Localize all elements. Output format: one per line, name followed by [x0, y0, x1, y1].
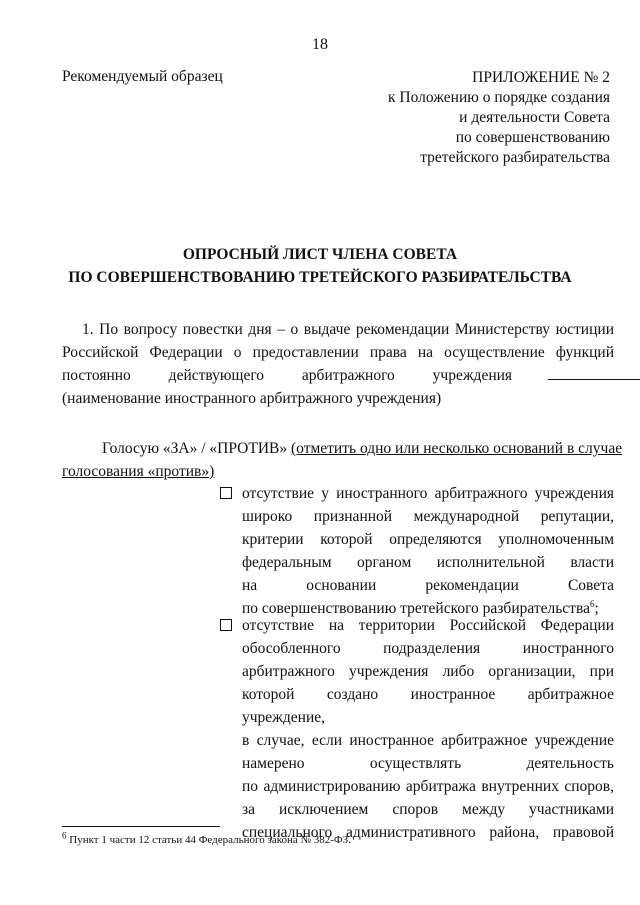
- footnote: [62, 830, 351, 846]
- document-title: [0, 243, 640, 289]
- option-line: за исключением споров между участниками: [242, 801, 614, 818]
- page-number: 18: [312, 36, 328, 53]
- footnote-divider: [62, 826, 220, 827]
- appendix-line: и деятельности Совета: [459, 109, 610, 126]
- paragraph-text: постоянно действующего арбитражного учреждения: [62, 367, 513, 384]
- vote-instruction: (отметить одно или несколько оснований в случае: [290, 440, 623, 457]
- option-checkbox[interactable]: [220, 487, 232, 499]
- option-line: на основании рекомендации Совета: [242, 577, 614, 594]
- institution-name-blank[interactable]: [548, 364, 640, 380]
- title-line: ПО СОВЕРШЕНСТВОВАНИЮ ТРЕТЕЙСКОГО РАЗБИРАТЕЛЬСТВА: [68, 269, 572, 286]
- option-line: по совершенствованию третейского разбирательства: [242, 600, 590, 617]
- option-line: федеральным органом исполнительной власти: [242, 554, 614, 571]
- appendix-line: ПРИЛОЖЕНИЕ № 2: [472, 69, 610, 86]
- option-line: обособленного подразделения иностранного: [242, 640, 614, 657]
- option-no-reputation: [220, 482, 614, 620]
- option-end: ;: [594, 600, 599, 617]
- footnote-number: 6: [62, 830, 67, 841]
- appendix-line: по совершенствованию: [455, 129, 610, 146]
- vote-instruction-continued: голосования «против»): [62, 463, 215, 480]
- option-line: специального административного района, правовой: [242, 824, 614, 841]
- appendix-line: третейского разбирательства: [420, 149, 610, 166]
- vote-label: Голосую «ЗА» / «ПРОТИВ»: [102, 440, 291, 457]
- vote-line: [62, 437, 623, 483]
- option-line: по администрированию арбитража внутренних споров,: [242, 778, 614, 795]
- option-line: которой создано иностранное арбитражное учреждение,: [242, 686, 614, 726]
- option-line: арбитражного учреждения либо организации, при: [242, 663, 614, 680]
- option-line: широко признанной международной репутации,: [242, 508, 614, 525]
- footnote-reference: 6: [589, 598, 595, 609]
- sample-label: Рекомендуемый образец: [62, 68, 223, 85]
- option-no-branch: [220, 614, 614, 844]
- footnote-text: Пункт 1 части 12 статьи 44 Федерального закона № 382-ФЗ.: [66, 834, 351, 846]
- option-checkbox[interactable]: [220, 619, 232, 631]
- option-line: отсутствие у иностранного арбитражного учреждения: [242, 485, 614, 502]
- appendix-line: к Положению о порядке создания: [388, 89, 610, 106]
- option-line: в случае, если иностранное арбитражное учреждение: [242, 732, 614, 749]
- paragraph-line: (наименование иностранного арбитражного учреждения): [62, 390, 442, 407]
- option-line: отсутствие на территории Российской Федерации: [242, 617, 614, 634]
- appendix-block: [388, 68, 610, 168]
- title-line: ОПРОСНЫЙ ЛИСТ ЧЛЕНА СОВЕТА: [182, 246, 458, 263]
- paragraph-line-with-blank: [62, 364, 614, 387]
- question-paragraph: [62, 318, 614, 410]
- option-line: критерии которой определяются уполномоченным: [242, 531, 614, 548]
- option-line: намерено осуществлять деятельность: [242, 755, 614, 772]
- paragraph-line: 1. По вопросу повестки дня – о выдаче рекомендации Министерству юстиции: [82, 321, 614, 338]
- paragraph-line: Российской Федерации о предоставлении права на осуществление функций: [62, 344, 614, 361]
